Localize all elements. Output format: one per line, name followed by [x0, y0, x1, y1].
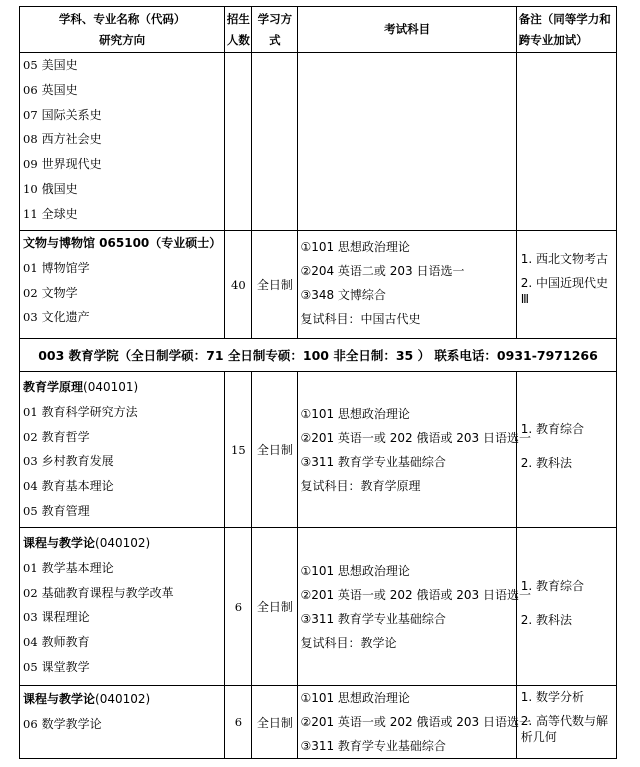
- direction-item: 06 数学教学论: [23, 716, 102, 731]
- header-subject: [20, 7, 225, 53]
- table-row: [20, 372, 617, 528]
- curriculum-quota: 6: [225, 528, 252, 686]
- museum-exams: [298, 231, 516, 339]
- direction-item: 05 教育管理: [23, 503, 90, 518]
- direction-item: 03 文化遗产: [23, 310, 90, 325]
- header-mode: 学习方式: [252, 7, 298, 53]
- curriculum-remarks: [516, 528, 616, 686]
- exam-item: ①101 思想政治理论: [300, 406, 410, 421]
- direction-item: 01 教育科学研究方法: [23, 404, 138, 419]
- remark-item: 2. 教科法: [520, 612, 573, 627]
- direction-item: 04 教师教育: [23, 635, 90, 650]
- table-row: [20, 53, 617, 231]
- remark-item: 2. 教科法: [520, 455, 573, 470]
- exam-item: ①101 思想政治理论: [300, 563, 410, 578]
- direction-item: 04 教育基本理论: [23, 479, 114, 494]
- exam-item: ①101 思想政治理论: [300, 240, 410, 254]
- pedagogy-exams: [298, 372, 531, 528]
- museum-remarks: [516, 231, 616, 339]
- exam-item: ②201 英语一或 202 俄语或 203 日语选一: [300, 430, 531, 445]
- table-row: [20, 528, 617, 686]
- pedagogy-mode: 全日制: [252, 372, 298, 528]
- remark-item: 1. 教育综合: [520, 421, 585, 436]
- remark-item: 1. 西北文物考古: [520, 252, 609, 266]
- remark-item: 1. 教育综合: [520, 578, 585, 593]
- table-row: [20, 231, 617, 339]
- museum-quota: 40: [225, 231, 252, 339]
- exam-item: ②204 英语二或 203 日语选一: [300, 264, 465, 278]
- direction-item: 08 西方社会史: [23, 132, 102, 147]
- exam-item: ③311 教育学专业基础综合: [300, 739, 446, 753]
- exam-item: ②201 英语一或 202 俄语或 203 日语选一: [300, 587, 531, 602]
- math-remarks: [516, 686, 616, 759]
- math-title: 课程与教学论(040102): [23, 692, 151, 706]
- direction-item: 02 教育哲学: [23, 429, 90, 444]
- pedagogy-remarks: [516, 372, 616, 528]
- pedagogy-quota: 15: [225, 372, 252, 528]
- direction-item: 05 美国史: [23, 58, 78, 72]
- table-row: [20, 686, 617, 759]
- direction-item: 01 博物馆学: [23, 260, 90, 275]
- header-subject-line2: 研究方向: [99, 32, 146, 47]
- direction-item: 07 国际关系史: [23, 107, 102, 122]
- college-row: [20, 339, 617, 372]
- pedagogy-title: 教育学原理(040101): [23, 380, 139, 394]
- math-mode: 全日制: [252, 686, 298, 759]
- header-subject-line1: 学科、专业名称（代码）: [58, 11, 186, 26]
- curriculum-title: 课程与教学论(040102): [23, 536, 151, 550]
- math-exams: [298, 686, 531, 759]
- direction-item: 02 基础教育课程与教学改革: [23, 585, 174, 600]
- admissions-table: [19, 6, 617, 759]
- direction-item: 05 课堂教学: [23, 659, 90, 674]
- direction-item: 11 全球史: [23, 206, 78, 221]
- curriculum-exams: [298, 528, 531, 686]
- direction-item: 02 文物学: [23, 285, 78, 300]
- math-quota: 6: [225, 686, 252, 759]
- exam-item: ①101 思想政治理论: [300, 691, 410, 705]
- college-info: 003 教育学院（全日制学硕：71 全日制专硕：100 非全日制：35 ） 联系电话：0931-7971266: [20, 339, 617, 372]
- exam-item: 复试科目：教学论: [300, 635, 397, 650]
- math-directions: [20, 686, 225, 759]
- direction-item: 03 乡村教育发展: [23, 454, 114, 469]
- history-directions: [20, 53, 225, 231]
- pedagogy-directions: [20, 372, 225, 528]
- header-exams: 考试科目: [298, 7, 516, 53]
- exam-item: 复试科目：中国古代史: [300, 312, 421, 326]
- exam-item: ③311 教育学专业基础综合: [300, 611, 446, 626]
- direction-item: 06 英国史: [23, 82, 78, 97]
- remark-item: 2. 中国近现代史Ⅲ: [520, 276, 609, 306]
- direction-item: 10 俄国史: [23, 181, 78, 196]
- exam-item: 复试科目：教育学原理: [300, 478, 421, 493]
- remark-item: 2. 高等代数与解析几何: [520, 714, 609, 744]
- header-quota: 招生人数: [225, 7, 252, 53]
- direction-item: 03 课程理论: [23, 610, 90, 625]
- direction-item: 09 世界现代史: [23, 157, 102, 172]
- museum-title: 文物与博物馆 065100（专业硕士）: [23, 236, 222, 250]
- museum-mode: 全日制: [252, 231, 298, 339]
- curriculum-directions: [20, 528, 225, 686]
- header-remarks: 备注（同等学力和跨专业加试）: [516, 7, 616, 53]
- exam-item: ②201 英语一或 202 俄语或 203 日语选一: [300, 715, 531, 729]
- exam-item: ③348 文博综合: [300, 288, 386, 302]
- museum-directions: [20, 231, 225, 339]
- exam-item: ③311 教育学专业基础综合: [300, 454, 446, 469]
- curriculum-mode: 全日制: [252, 528, 298, 686]
- direction-item: 01 教学基本理论: [23, 560, 114, 575]
- remark-item: 1. 数学分析: [520, 690, 585, 704]
- table-header-row: [20, 7, 617, 53]
